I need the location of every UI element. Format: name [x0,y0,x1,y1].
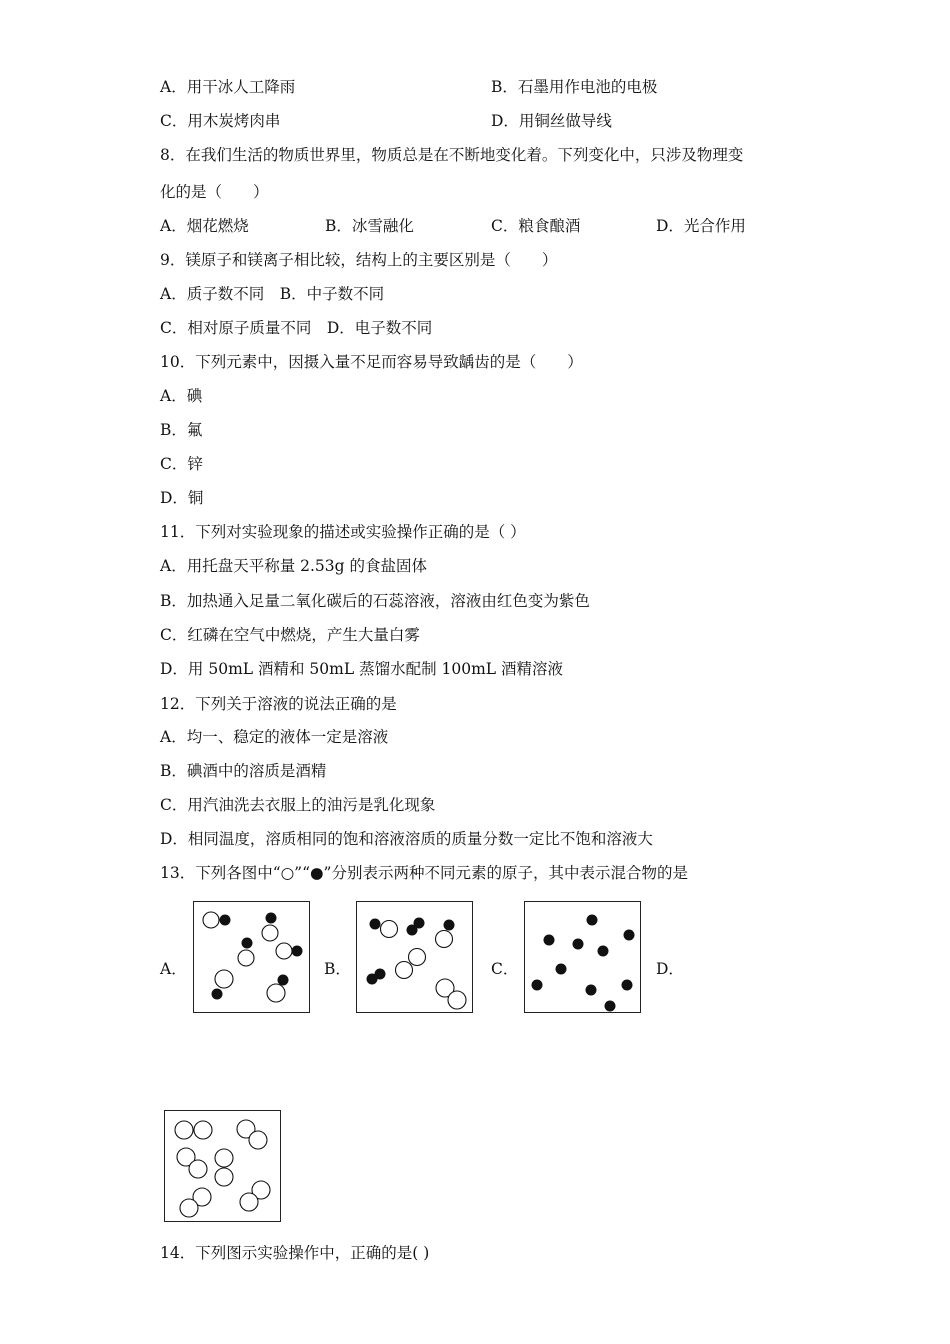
atom-filled [532,980,543,991]
q8-stem-line2: 化的是（ ） [160,183,269,201]
atom-filled [367,974,378,985]
q12-stem: 12．下列关于溶液的说法正确的是 [160,695,397,713]
atom-filled [598,946,609,957]
atom-open [240,1193,258,1211]
q13-stem: 13．下列各图中“○”“●”分别表示两种不同元素的原子，其中表示混合物的是 [160,864,688,882]
atom-open [175,1121,193,1139]
q7-option-c: C．用木炭烤肉串 [160,112,281,130]
atom-open [215,970,233,988]
q13-figure-a-drawing [194,902,311,1014]
atom-open [180,1199,198,1217]
q11-option-a: A．用托盘天平称量 2.53g 的食盐固体 [160,557,427,575]
atom-open [276,943,292,959]
atom-open [203,912,219,928]
atom-filled [605,1001,616,1012]
atom-filled [266,913,277,924]
atom-open [215,1168,233,1186]
q13-figure-c [524,901,641,1013]
q13-label-d: D． [656,960,684,978]
q11-stem: 11．下列对实验现象的描述或实验操作正确的是（ ） [160,523,526,541]
q12-option-b: B．碘酒中的溶质是酒精 [160,762,327,780]
atom-open [189,1160,207,1178]
q14-stem: 14．下列图示实验操作中，正确的是( ) [160,1244,430,1262]
atom-filled [587,915,598,926]
q7-option-b: B．石墨用作电池的电极 [491,78,658,96]
q13-figure-c-drawing [525,902,642,1014]
atom-filled [220,915,231,926]
q12-option-c: C．用汽油洗去衣服上的油污是乳化现象 [160,796,436,814]
atom-filled [544,935,555,946]
atom-filled [622,980,633,991]
q13-figure-d-drawing [165,1111,282,1223]
q9-stem: 9．镁原子和镁离子相比较，结构上的主要区别是（ ） [160,251,558,269]
atom-open [396,962,413,979]
atom-open [267,984,285,1002]
atom-open [238,950,254,966]
atom-open [215,1149,233,1167]
q9-options-ab: A．质子数不同 B．中子数不同 [160,285,385,303]
q8-stem-line1: 8．在我们生活的物质世界里，物质总是在不断地变化着。下列变化中，只涉及物理变 [160,146,744,164]
atom-open [448,991,466,1009]
atom-filled [586,985,597,996]
q10-option-b: B．氟 [160,421,203,439]
q7-option-a: A．用干冰人工降雨 [160,78,296,96]
q11-option-b: B．加热通入足量二氧化碳后的石蕊溶液，溶液由红色变为紫色 [160,592,590,610]
atom-filled [444,920,455,931]
q9-options-cd: C．相对原子质量不同 D．电子数不同 [160,319,433,337]
q8-option-c: C．粮食酿酒 [491,217,581,235]
atom-open [381,921,398,938]
q8-option-b: B．冰雪融化 [325,217,414,235]
atom-filled [414,918,425,929]
q13-figure-b [356,901,473,1013]
atom-filled [556,964,567,975]
atom-filled [573,939,584,950]
q13-figure-d [164,1110,281,1222]
q13-figure-a [193,901,310,1013]
atom-filled [212,989,223,1000]
q12-option-a: A．均一、稳定的液体一定是溶液 [160,728,389,746]
q8-option-d: D．光合作用 [656,217,746,235]
atom-filled [370,919,381,930]
q11-option-c: C．红磷在空气中燃烧，产生大量白雾 [160,626,420,644]
atom-open [436,931,453,948]
q13-label-a: A． [160,960,187,978]
q10-option-c: C．锌 [160,455,203,473]
q12-option-d: D．相同温度，溶质相同的饱和溶液溶质的质量分数一定比不饱和溶液大 [160,830,653,848]
atom-filled [278,975,289,986]
atom-open [194,1121,212,1139]
q13-label-b: B． [324,960,351,978]
atom-open [262,925,278,941]
q13-figure-b-drawing [357,902,474,1014]
q10-option-d: D．铜 [160,489,204,507]
q10-stem: 10．下列元素中，因摄入量不足而容易导致龋齿的是（ ） [160,353,583,371]
atom-filled [624,930,635,941]
q11-option-d: D．用 50mL 酒精和 50mL 蒸馏水配制 100mL 酒精溶液 [160,660,563,678]
q7-option-d: D．用铜丝做导线 [491,112,612,130]
atom-filled [292,946,303,957]
q8-option-a: A．烟花燃烧 [160,217,249,235]
q10-option-a: A．碘 [160,387,203,405]
q13-label-c: C． [491,960,519,978]
atom-open [409,949,426,966]
atom-filled [242,938,253,949]
atom-open [249,1131,267,1149]
